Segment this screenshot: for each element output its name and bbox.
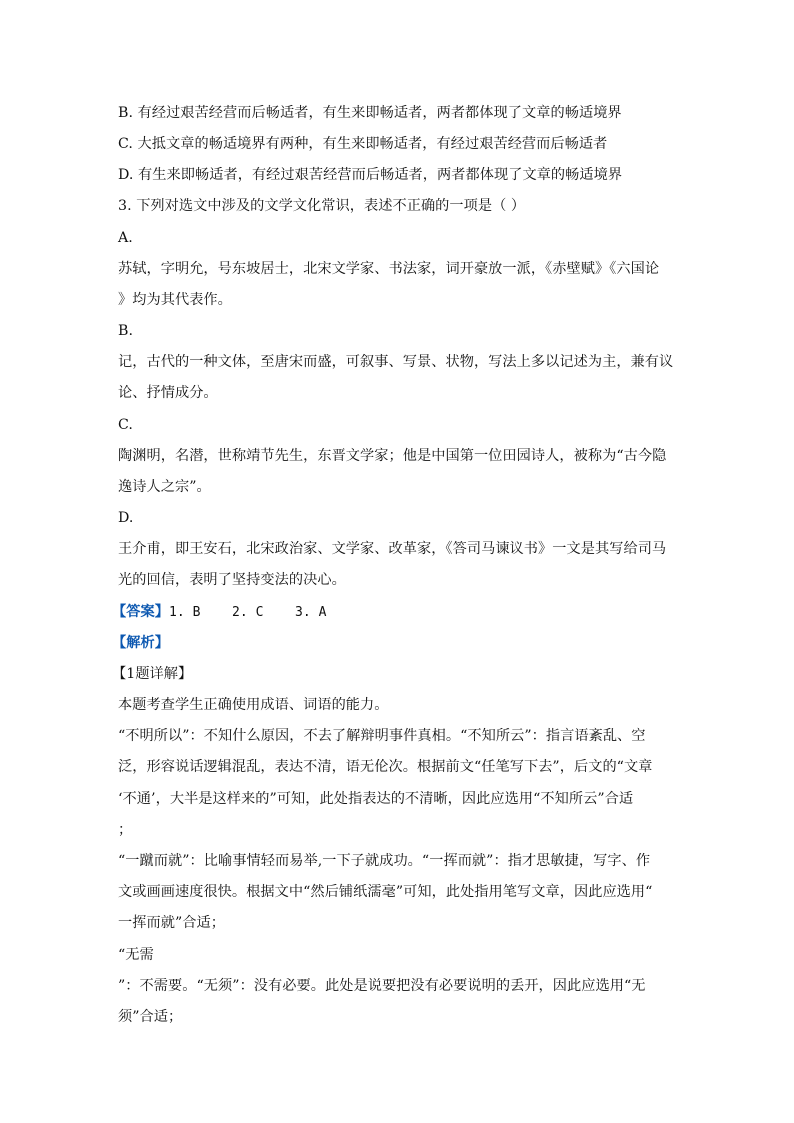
answer-label: 【答案】 [112,604,169,620]
question-3-stem: 3. 下列对选文中涉及的文学文化常识，表述不正确的一项是（ ） [118,198,526,214]
q1-text-line: 本题考查学生正确使用成语、词语的能力。 [118,697,389,713]
q3-option-c-text-1: 陶渊明，名潜，世称靖节先生，东晋文学家；他是中国第一位田园诗人，被称为“古今隐 [118,448,667,464]
analysis-label: 【解析】 [112,635,169,651]
q3-option-a-label: A. [118,230,133,246]
q1-text-line: 须”合适； [118,1009,183,1025]
option-c-line: C. 大抵文章的畅适境界有两种，有生来即畅适者，有经过艰苦经营而后畅适者 [118,136,608,152]
q3-option-b-text-2: 论、抒情成分。 [118,385,218,401]
option-b-line: B. 有经过艰苦经营而后畅适者，有生来即畅适者，两者都体现了文章的畅适境界 [118,105,622,121]
q3-option-b-label: B. [118,323,134,339]
q1-text-line: “不明所以”：不知什么原因，不去了解辩明事件真相。“不知所云”：指言语紊乱、空 [118,728,646,744]
answer-value: 1. B 2. C 3. A [168,605,327,620]
option-d-line: D. 有生来即畅适者，有经过艰苦经营而后畅适者，两者都体现了文章的畅适境界 [118,167,623,183]
q1-text-line: ”：不需要。“无须”：没有必要。此处是说要把没有必要说明的丢开，因此应选用“无 [118,978,646,994]
q1-text-line: ； [118,822,133,838]
q1-text-line: 泛，形容说话逻辑混乱，表达不清，语无伦次。根据前文“任笔写下去”，后文的“文章 [118,759,653,775]
q3-option-a-text-1: 苏轼，字明允，号东坡居士，北宋文学家、书法家，词开豪放一派，《赤壁赋》《六国论 [118,261,660,277]
q3-option-d-label: D. [118,510,134,526]
q1-detail-label: 【1题详解】 [112,666,193,682]
answer-line [112,602,327,623]
q1-text-line: ‘不通’，大半是这样来的”可知，此处指表达的不清晰，因此应选用“不知所云”合适 [118,791,634,807]
q3-option-a-text-2: 》均为其代表作。 [118,292,232,308]
q1-text-line: 文或画画速度很快。根据文中“然后铺纸濡毫”可知，此处指用笔写文章，因此应选用“ [118,884,653,900]
q3-option-d-text-1: 王介甫，即王安石，北宋政治家、文学家、改革家，《答司马谏议书》一文是其写给司马 [118,541,667,557]
q3-option-b-text-1: 记，古代的一种文体，至唐宋而盛，可叙事、写景、状物，写法上多以记述为主，兼有议 [118,354,674,370]
q3-option-d-text-2: 光的回信，表明了坚持变法的决心。 [118,572,346,588]
q3-option-c-label: C. [118,417,133,433]
q3-option-c-text-2: 逸诗人之宗”。 [118,479,211,495]
q1-text-line: “一蹴而就”：比喻事情轻而易举,一下子就成功。“一挥而就”：指才思敏捷，写字、作 [118,853,651,869]
q1-text-line: 一挥而就”合适； [118,915,225,931]
q1-text-line: “无需 [118,947,154,963]
